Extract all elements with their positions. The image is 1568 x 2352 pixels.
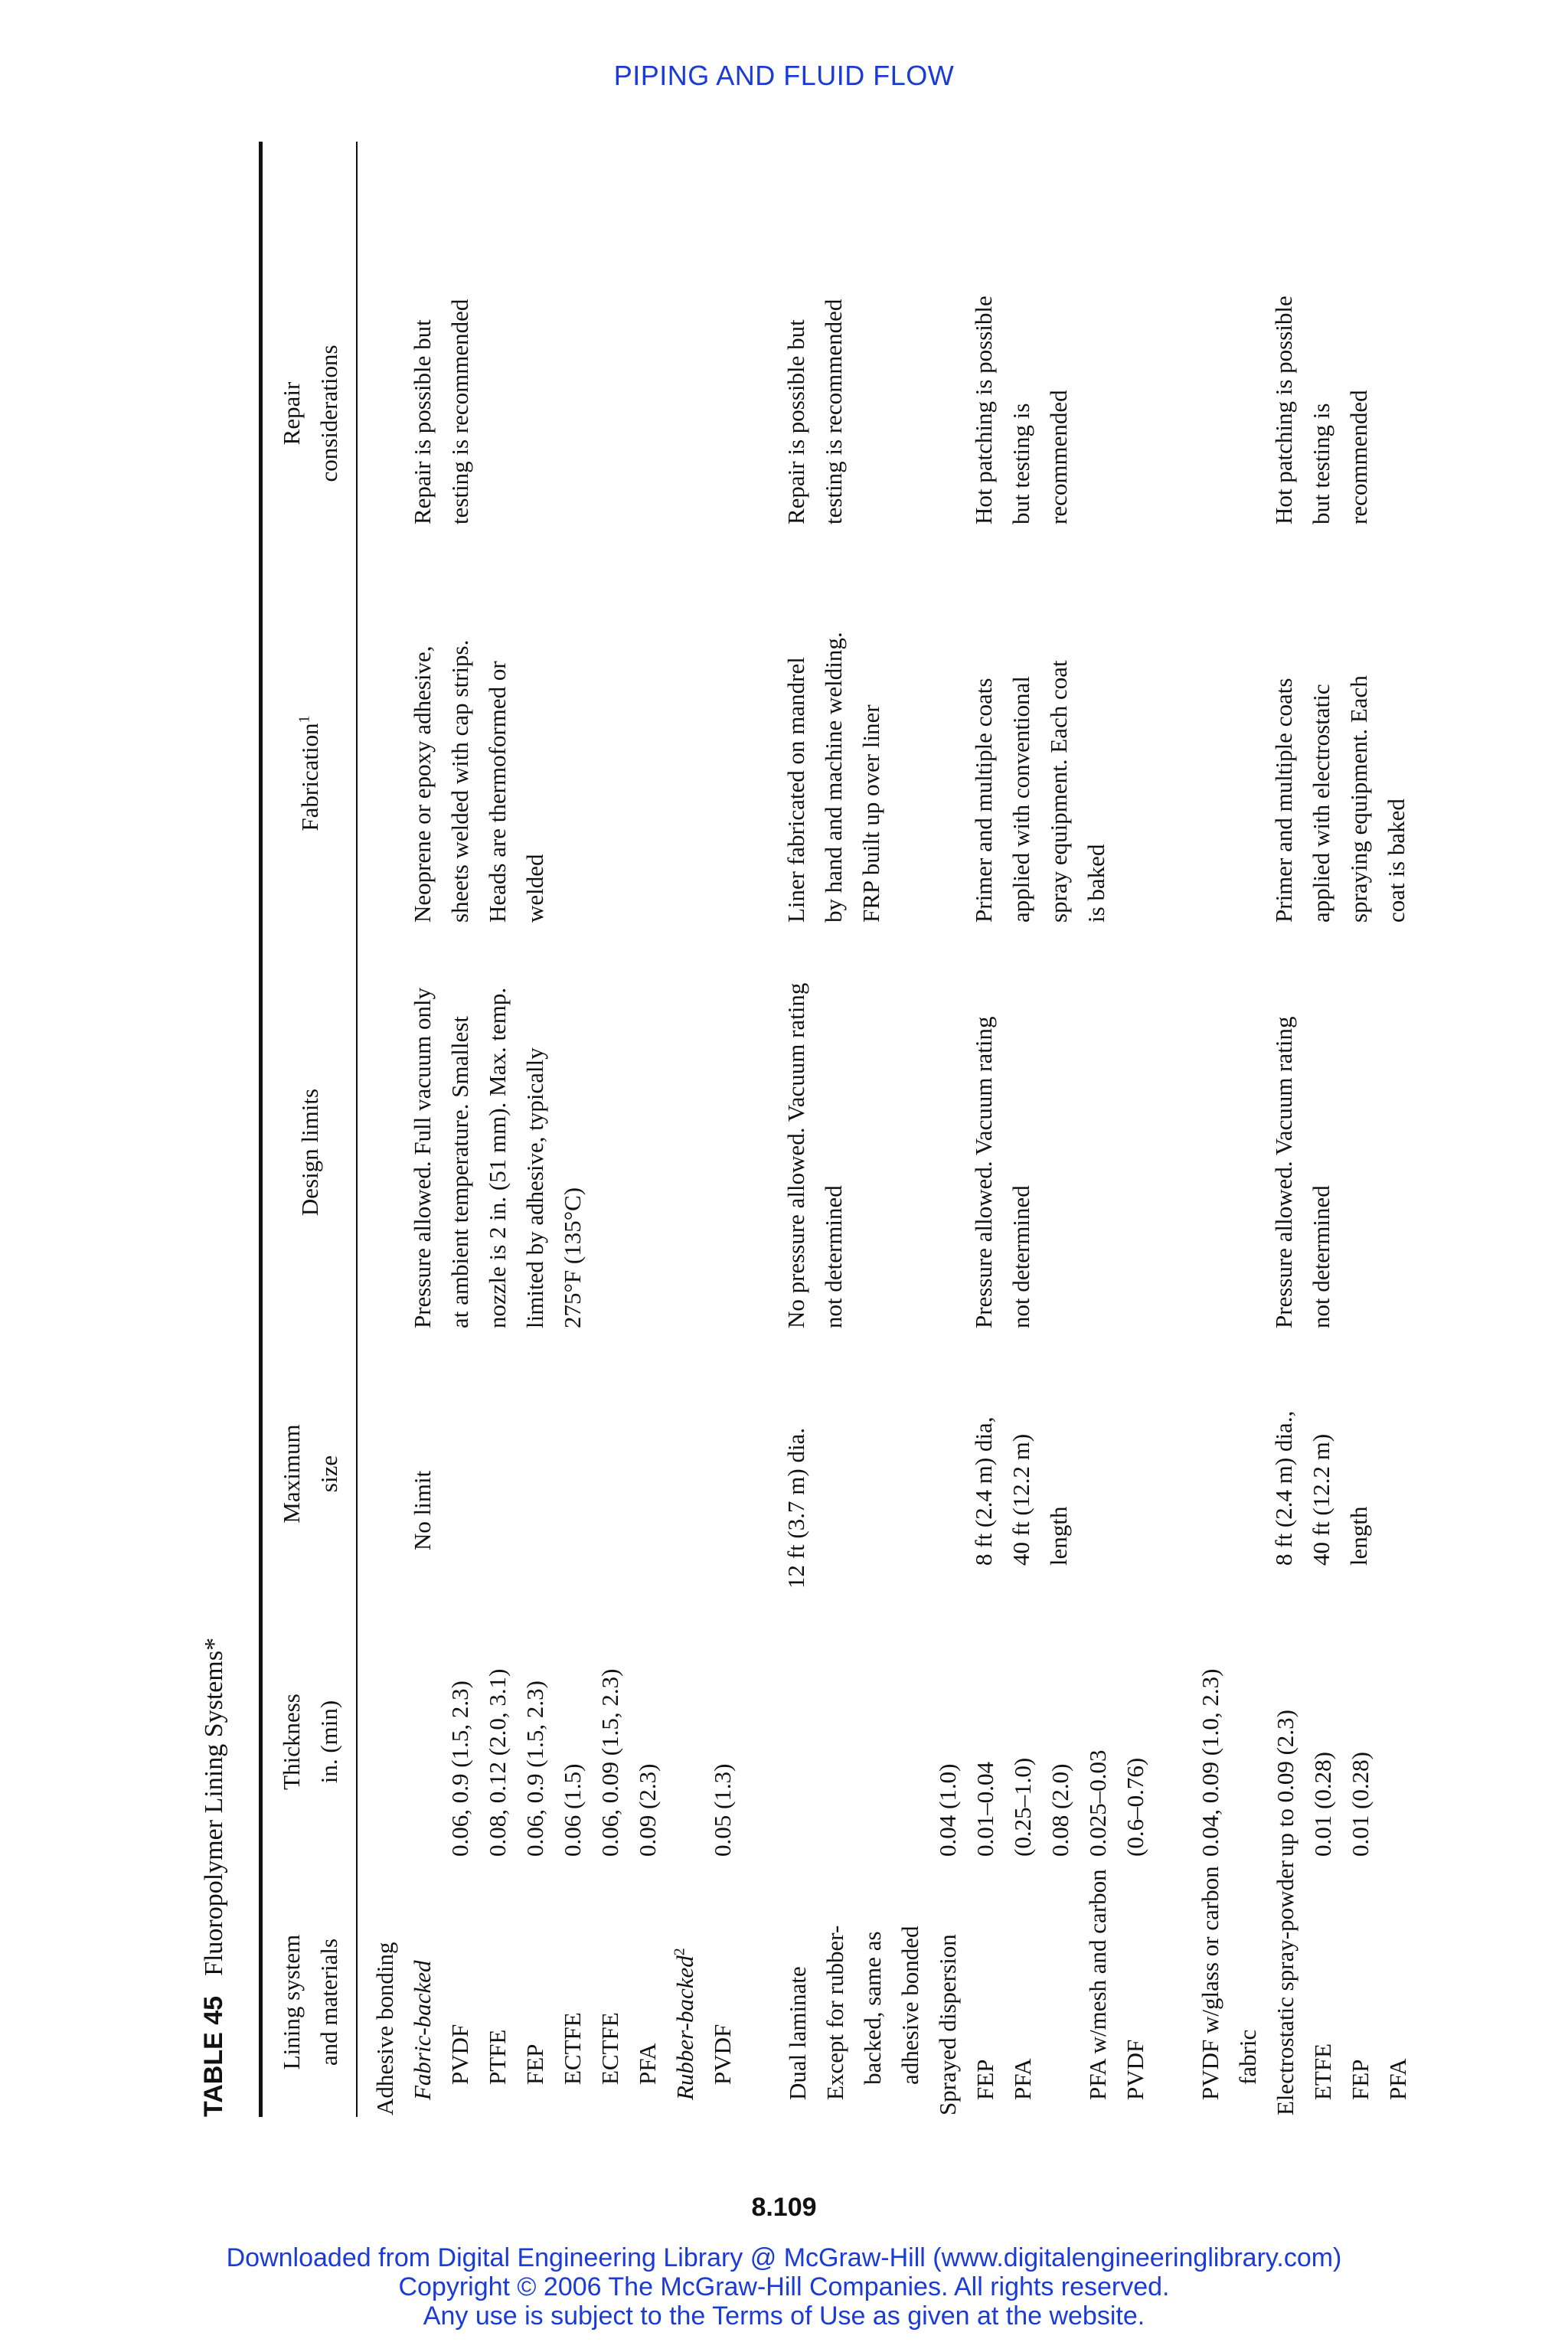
table-number: TABLE 45 <box>199 1995 228 2117</box>
repair-electrostatic: Hot patching is possible but testing is recommended <box>1270 296 1372 524</box>
rubber-backed-note-mark: 2 <box>671 1948 688 1956</box>
design-dual: No pressure allowed. Vacuum rating not determined <box>782 982 847 1328</box>
footer-notice <box>0 2243 1568 2331</box>
header-thickness: Thickness in. (min) <box>278 1694 342 1790</box>
max-size-dual: 12 ft (3.7 m) dia. <box>782 1427 809 1589</box>
fabrication-electrostatic: Primer and multiple coats applied with electrostatic spraying equipment. Each coat is baked <box>1270 675 1410 923</box>
header-design-limits: Design limits <box>296 1088 323 1217</box>
fabrication-note-mark: 1 <box>296 715 313 724</box>
thickness-column: 0.06, 0.9 (1.5, 2.3) 0.08, 0.12 (2.0, 3.1) 0.06, 0.9 (1.5, 2.3) 0.06 (1.5) 0.06, 0.09 (1.5, 2.3) 0.09 (2.3) 0.05 (1.3) 0.04 (1.0) 0.01–0.04 (0.25–1.0) 0.08 (2.0) 0.025–0.03 (0.6–0.76) 0.04, 0.09 (1.0, 2.3) up to 0.09 (2.3) 0.01 (0.28) 0.01 (0.28) <box>446 1668 1374 1857</box>
fabrication-dual: Liner fabricated on mandrel by hand and machine welding. FRP built up over liner <box>782 632 884 923</box>
header-fabrication: Fabrication$^1$ <box>296 715 323 831</box>
running-head: PIPING AND FLUID FLOW <box>613 60 955 91</box>
rotated-table <box>199 111 1409 2117</box>
table-caption <box>199 1638 229 2117</box>
table-title: Fluoropolymer Lining Systems* <box>200 1637 228 1976</box>
design-sprayed: Pressure allowed. Vacuum rating not determined <box>970 1016 1034 1328</box>
fabrication-sprayed: Primer and multiple coats applied with conventional spray equipment. Each coat is baked <box>970 660 1109 923</box>
footer-line-copyright: Copyright © 2006 The McGraw-Hill Companies. All rights reserved. <box>398 2272 1170 2301</box>
max-size-column: No limit <box>409 1470 436 1550</box>
footer-line-terms: Any use is subject to the Terms of Use as given at the website. <box>423 2301 1145 2331</box>
max-size-sprayed: 8 ft (2.4 m) dia, 40 ft (12.2 m) length <box>970 1416 1072 1566</box>
design-adhesive: Pressure allowed. Full vacuum only at ambient temperature. Smallest nozzle is 2 in. (51 mm). Max. temp. limited by adhesive, typically 275°F (135°C) <box>409 987 586 1328</box>
header-rule <box>356 142 358 2117</box>
top-rule <box>259 142 263 2117</box>
design-electrostatic: Pressure allowed. Vacuum rating not determined <box>1270 1016 1334 1328</box>
repair-adhesive: Repair is possible but testing is recommended <box>409 299 473 524</box>
header-max-size: Maximum size <box>278 1424 342 1524</box>
header-repair: Repair considerations <box>278 345 342 482</box>
max-size-electrostatic: 8 ft (2.4 m) dia., 40 ft (12.2 m) length <box>1270 1410 1372 1566</box>
fabrication-adhesive: Neoprene or epoxy adhesive, sheets welded with cap strips. Heads are thermoformed or welded <box>409 639 548 923</box>
lining-column: Adhesive bonding Fabric-backed PVDF PTFE FEP ECTFE ECTFE PFA Rubber-backed$^2$ PVDF Dual laminate Except for rubber- backed, same as adhesive bonded Sprayed dispersion FEP PFA PFA w/mesh and carbon PVDF PVDF w/glass or carbon fabric Electrostatic spray-powder ETFE FEP PFA <box>371 1860 1411 2115</box>
header-lining: Lining system and materials <box>278 1934 342 2070</box>
repair-dual: Repair is possible but testing is recommended <box>782 299 847 524</box>
page-number: 8.109 <box>751 2193 817 2222</box>
footer-line-download: Downloaded from Digital Engineering Library @ McGraw-Hill (www.digitalengineeringlibrary.com) <box>226 2243 1342 2272</box>
repair-sprayed: Hot patching is possible but testing is recommended <box>970 296 1072 524</box>
